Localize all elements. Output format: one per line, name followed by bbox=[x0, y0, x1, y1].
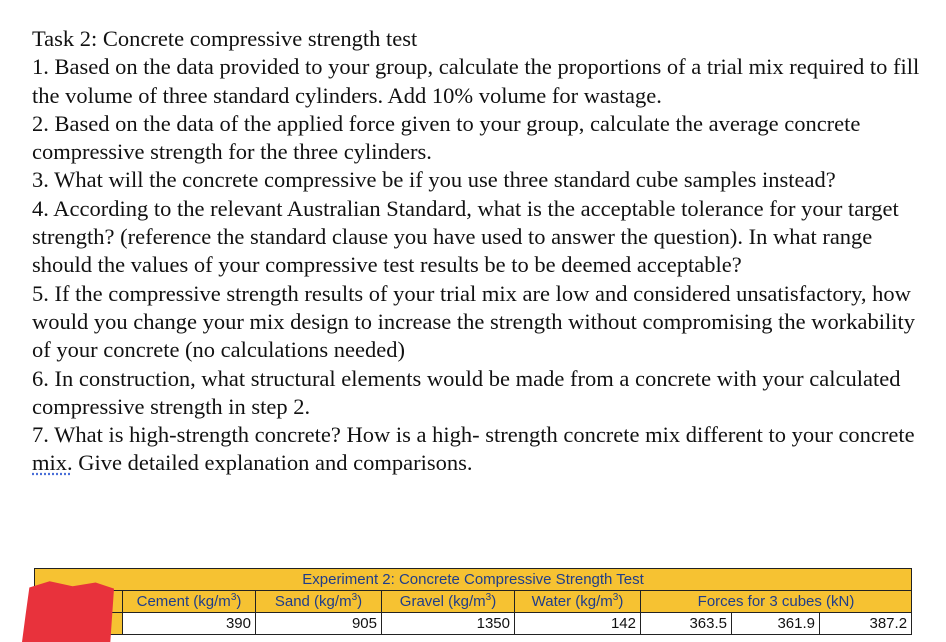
header-water: Water $(kg/m^3)$ bbox=[515, 591, 641, 613]
question-3: 3. What will the concrete compressive be if you use three standard cube samples instead? bbox=[32, 167, 836, 193]
value-force-2: 361.9 bbox=[732, 613, 820, 635]
table-title-row bbox=[35, 569, 912, 591]
task-title: Task 2: Concrete compressive strength test bbox=[32, 26, 418, 51]
header-cement: Cement $(kg/m^3)$ bbox=[123, 591, 256, 613]
value-water: 142 bbox=[515, 613, 641, 635]
table-title: Experiment 2: Concrete Compressive Strength Test bbox=[35, 569, 912, 591]
value-force-3: 387.2 bbox=[820, 613, 912, 635]
question-1: 1. Based on the data provided to your group, calculate the proportions of a trial mix required to fill the volume of three standard cylinders. Add 10% volume for wastage. bbox=[32, 54, 920, 108]
table-header-row bbox=[35, 591, 912, 613]
redaction-mark bbox=[22, 580, 114, 642]
value-cement: 390 bbox=[123, 613, 256, 635]
spellcheck-word: mix. bbox=[32, 450, 73, 476]
question-4: 4. According to the relevant Australian Standard, what is the acceptable tolerance for your target strength? (reference the standard clause you have used to answer the question). In what range should the values of your compressive test results be to be deemed acceptable? bbox=[32, 195, 899, 278]
question-7-end: Give detailed explanation and comparisons. bbox=[72, 450, 473, 476]
question-7 bbox=[32, 421, 932, 478]
value-force-1: 363.5 bbox=[641, 613, 732, 635]
question-6: 6. In construction, what structural elements would be made from a concrete with your calculated compressive strength in step 2. bbox=[32, 365, 901, 419]
task-document bbox=[32, 25, 932, 478]
header-forces: Forces for 3 cubes (kN) bbox=[641, 591, 912, 613]
value-sand: 905 bbox=[256, 613, 382, 635]
experiment-table bbox=[34, 568, 911, 642]
table-row bbox=[35, 613, 912, 635]
question-2: 2. Based on the data of the applied force given to your group, calculate the average concrete compressive strength for the three cylinders. bbox=[32, 110, 861, 165]
header-gravel: Gravel $(kg/m^3)$ bbox=[382, 591, 515, 613]
question-5: 5. If the compressive strength results of your trial mix are low and considered unsatisfactory, how would you change your mix design to increase the strength without compromising the workability of your concrete (no calculations needed) bbox=[32, 280, 915, 363]
question-7-start: 7. What is high-strength concrete? How is a high- strength concrete mix different to your concrete bbox=[32, 422, 915, 448]
value-gravel: 1350 bbox=[382, 613, 515, 635]
header-sand: Sand $(kg/m^3)$ bbox=[256, 591, 382, 613]
